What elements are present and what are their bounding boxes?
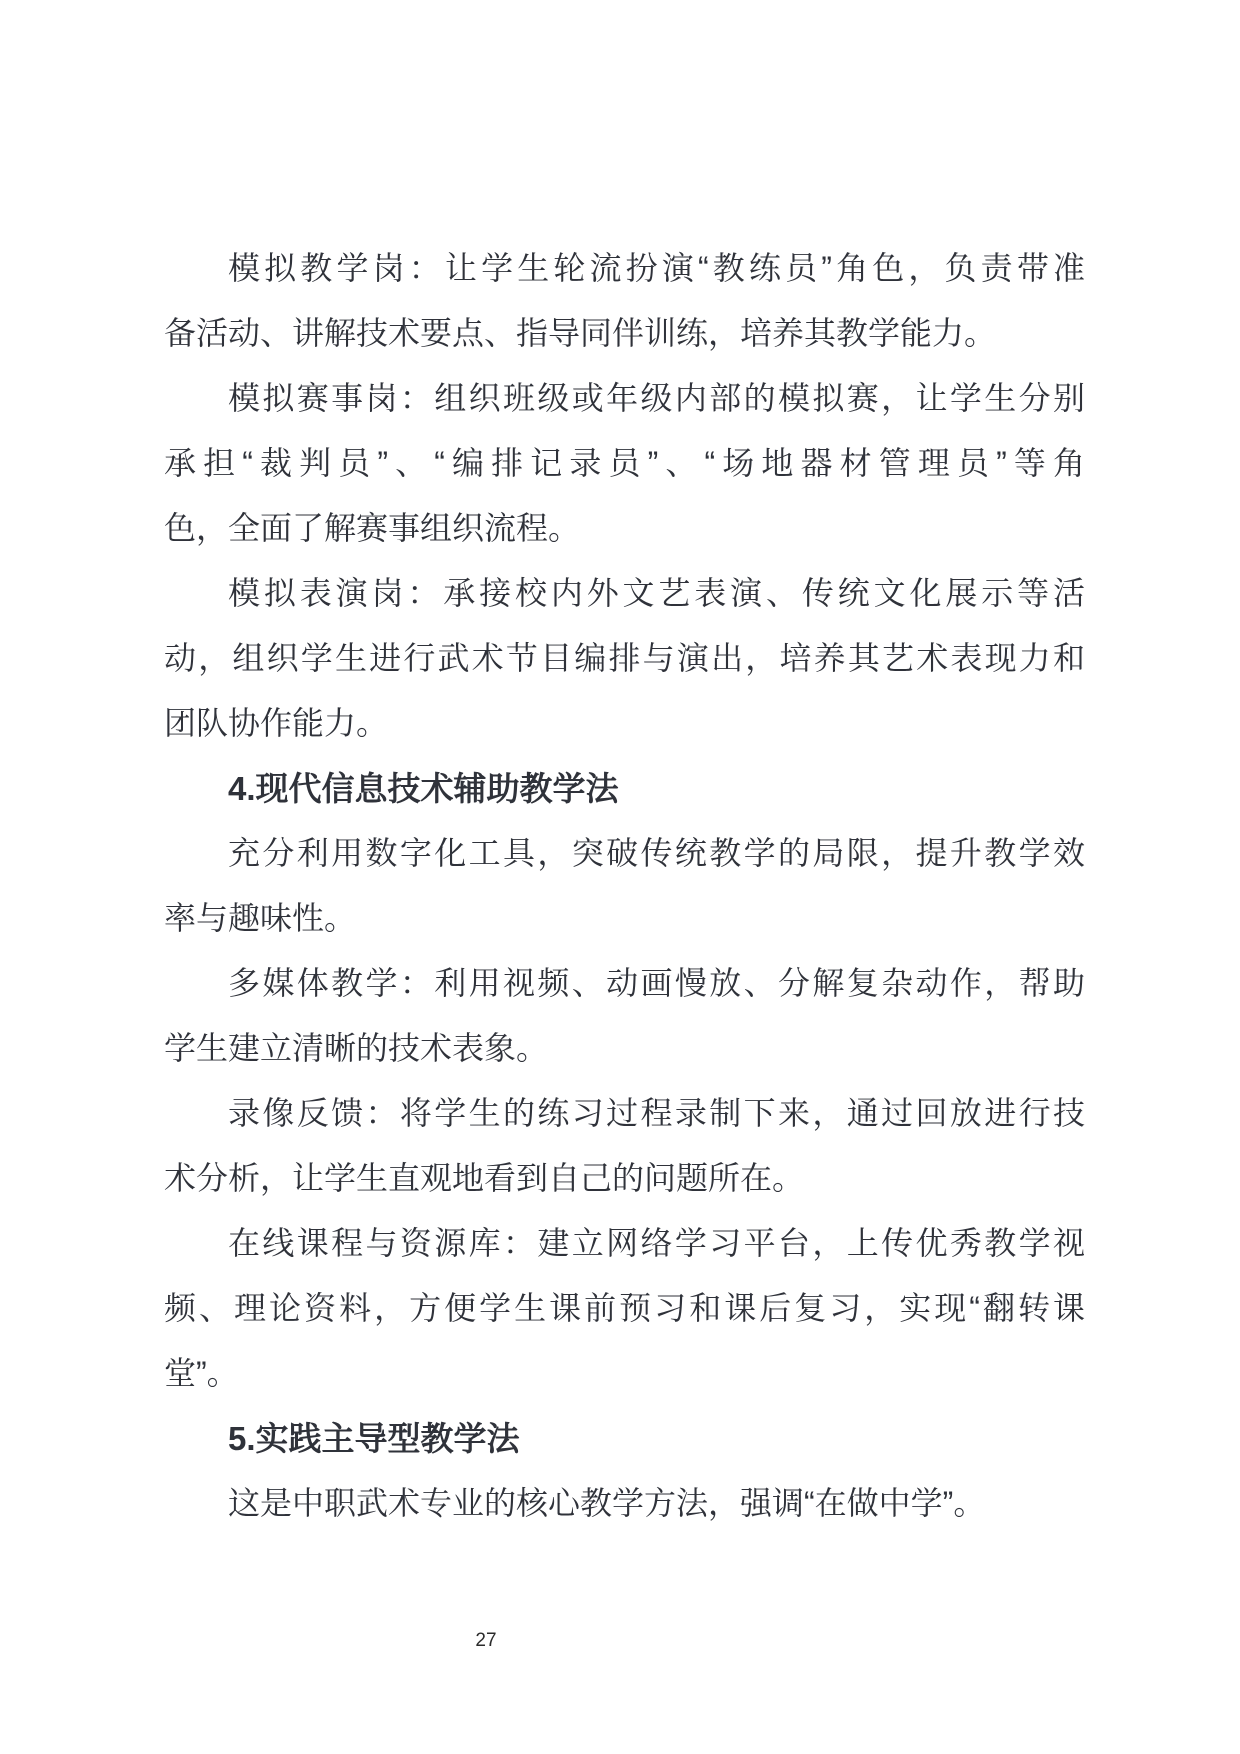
text-line: 色，全面了解赛事组织流程。 [164, 510, 581, 546]
text-line: 率与趣味性。 [164, 900, 357, 936]
section-heading [164, 756, 1085, 821]
paragraph [164, 951, 1085, 1081]
text-line: 频、理论资料，方便学生课前预习和课后复习，实现“翻转课 [164, 1290, 1085, 1326]
text-line: 术分析，让学生直观地看到自己的问题所在。 [164, 1160, 805, 1196]
paragraph [164, 366, 1085, 561]
text-line: 5.实践主导型教学法 [228, 1420, 520, 1457]
paragraph [164, 561, 1085, 756]
page-number: 27 [475, 1630, 497, 1651]
text-line: 动，组织学生进行武术节目编排与演出，培养其艺术表现力和 [164, 640, 1085, 676]
text-line: 充分利用数字化工具，突破传统教学的局限，提升教学效 [228, 835, 1085, 871]
text-line: 模拟教学岗：让学生轮流扮演“教练员”角色，负责带准 [228, 250, 1085, 286]
paragraph [164, 821, 1085, 951]
text-line: 录像反馈：将学生的练习过程录制下来，通过回放进行技 [228, 1095, 1085, 1131]
text-line: 这是中职武术专业的核心教学方法，强调“在做中学”。 [228, 1485, 986, 1521]
section-heading [164, 1406, 1085, 1471]
text-line: 团队协作能力。 [164, 705, 389, 741]
text-line: 在线课程与资源库：建立网络学习平台，上传优秀教学视 [228, 1225, 1085, 1261]
text-line: 4.现代信息技术辅助教学法 [228, 770, 619, 807]
text-line: 承担“裁判员”、“编排记录员”、“场地器材管理员”等角 [164, 445, 1085, 481]
text-line: 备活动、讲解技术要点、指导同伴训练，培养其教学能力。 [164, 315, 997, 351]
paragraph [164, 1211, 1085, 1406]
paragraph [164, 1471, 1085, 1536]
text-line: 多媒体教学：利用视频、动画慢放、分解复杂动作，帮助 [228, 965, 1085, 1001]
paragraph [164, 236, 1085, 366]
text-line: 学生建立清晰的技术表象。 [164, 1030, 549, 1066]
paragraph [164, 1081, 1085, 1211]
document-body [164, 236, 1085, 1536]
text-line: 堂”。 [164, 1355, 239, 1391]
text-line: 模拟赛事岗：组织班级或年级内部的模拟赛，让学生分别 [228, 380, 1085, 416]
text-line: 模拟表演岗：承接校内外文艺表演、传统文化展示等活 [228, 575, 1085, 611]
